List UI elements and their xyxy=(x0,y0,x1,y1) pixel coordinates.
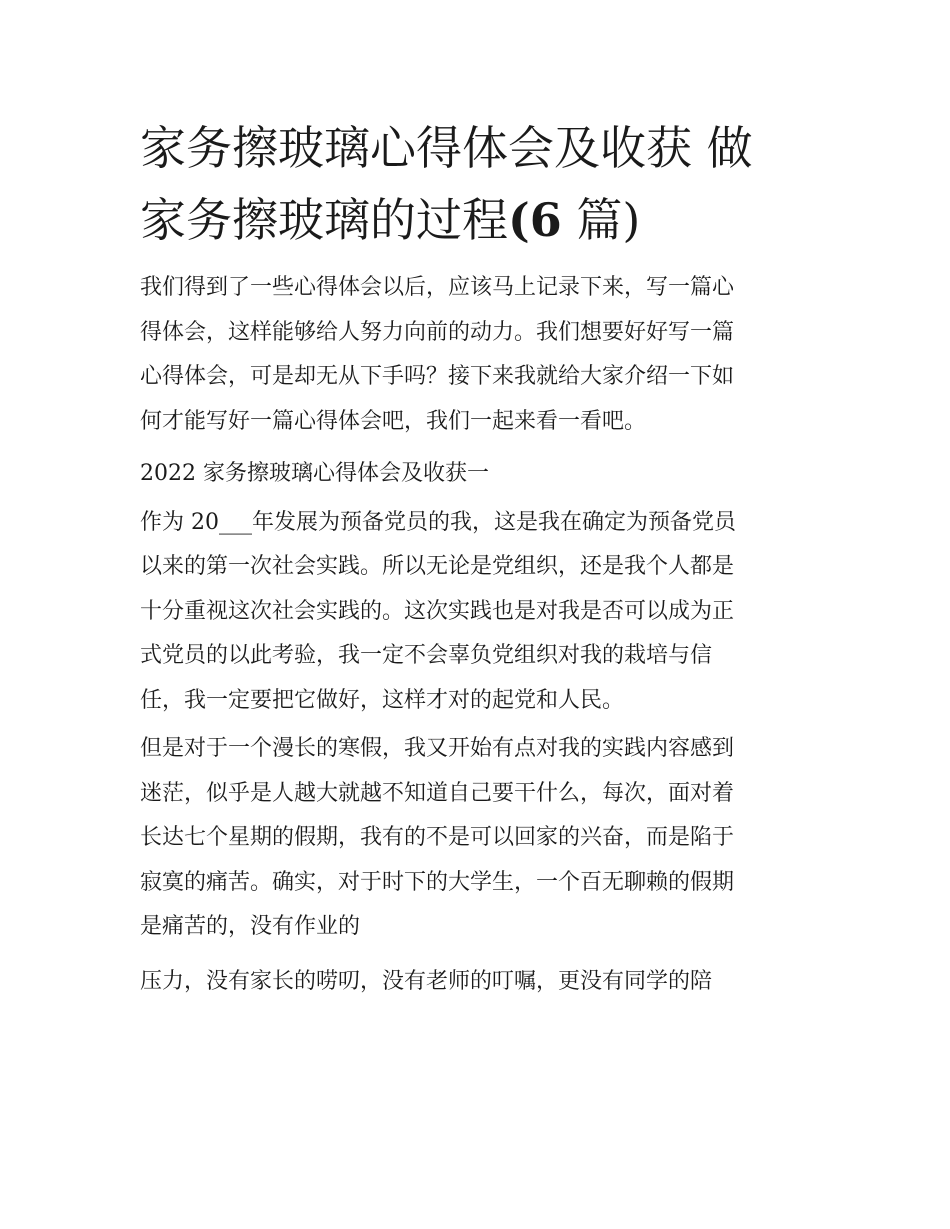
section-heading-text: 2022 家务擦玻璃心得体会及收获一 xyxy=(140,461,489,486)
body-line: 以来的第一次社会实践。所以无论是党组织，还是我个人都是 xyxy=(140,554,735,579)
title-count: (6 xyxy=(508,193,562,247)
body-line: 是痛苦的，没有作业的 xyxy=(140,914,361,939)
document-title xyxy=(140,112,820,256)
title-suffix: 篇) xyxy=(561,193,641,247)
title-line-2 xyxy=(140,184,820,256)
body-line: 作为 20___年发展为预备党员的我，这是我在确定为预备党员 xyxy=(140,509,736,535)
intro-line: 心得体会，可是却无从下手吗？接下来我就给大家介绍一下如 xyxy=(140,364,735,389)
title-line-2-text: 家务擦玻璃的过程 xyxy=(140,193,508,247)
intro-line: 我们得到了一些心得体会以后，应该马上记录下来，写一篇心 xyxy=(140,275,735,300)
intro-line: 何才能写好一篇心得体会吧，我们一起来看一看吧。 xyxy=(140,408,647,434)
body-paragraph-2 xyxy=(140,727,820,950)
body-line: 寂寞的痛苦。确实，对于时下的大学生，一个百无聊赖的假期 xyxy=(140,869,735,895)
title-line-1: 家务擦玻璃心得体会及收获 做 xyxy=(140,121,753,175)
body-paragraph-3 xyxy=(140,960,820,1005)
document-content xyxy=(140,112,820,1004)
body-line: 十分重视这次社会实践的。这次实践也是对我是否可以成为正 xyxy=(140,598,735,624)
body-line: 迷茫，似乎是人越大就越不知道自己要干什么，每次，面对着 xyxy=(140,780,735,806)
intro-paragraph xyxy=(140,266,820,444)
body-line: 任，我一定要把它做好，这样才对的起党和人民。 xyxy=(140,687,625,713)
body-line: 但是对于一个漫长的寒假，我又开始有点对我的实践内容感到 xyxy=(140,736,735,761)
body-line: 压力，没有家长的唠叨，没有老师的叮嘱，更没有同学的陪 xyxy=(140,968,713,994)
body-paragraph-1 xyxy=(140,501,820,724)
section-heading xyxy=(140,452,820,497)
intro-line: 得体会，这样能够给人努力向前的动力。我们想要好好写一篇 xyxy=(140,319,735,345)
body-line: 式党员的以此考验，我一定不会辜负党组织对我的栽培与信 xyxy=(140,643,713,668)
body-line: 长达七个星期的假期，我有的不是可以回家的兴奋，而是陷于 xyxy=(140,825,735,850)
